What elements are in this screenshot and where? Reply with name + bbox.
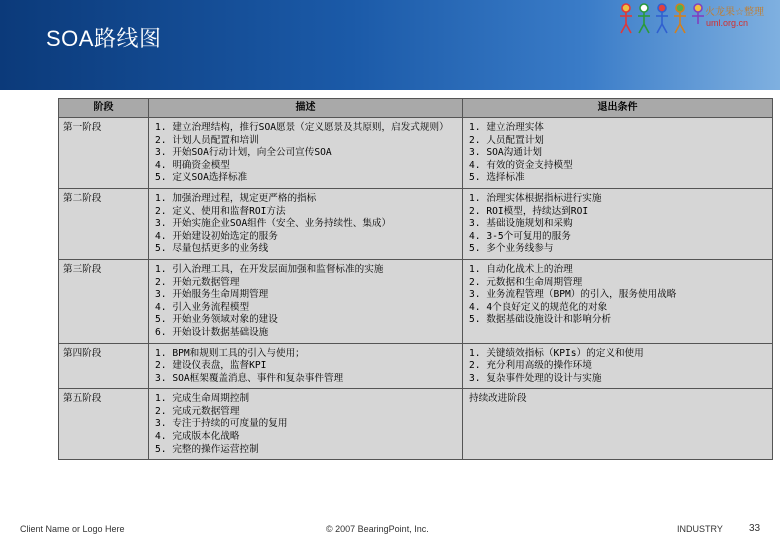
exit-item: 4. 有效的资金支持模型 [469,159,573,171]
exit-item: 5. 选择标准 [469,172,525,184]
header-band [0,0,780,90]
exit-item: 2. ROI模型，持续达到ROI [469,205,589,217]
description-item: 1. 引入治理工具，在开发层面加强和监督标准的实施 [155,263,384,275]
exit-criteria-cell [463,259,773,343]
roadmap-table [58,98,773,460]
description-item: 6. 开始设计数据基础设施 [155,326,269,338]
exit-item: 3. 复杂事件处理的设计与实施 [469,372,602,384]
description-cell [149,188,463,259]
exit-item: 2. 元数据和生命周期管理 [469,276,583,288]
exit-item: 5. 数据基础设施设计和影响分析 [469,314,612,326]
exit-item: 4. 3-5个可复用的服务 [469,230,571,242]
description-item: 4. 明确资金模型 [155,159,230,171]
description-item: 1. BPM和规则工具的引入与使用； [155,347,305,359]
description-item: 2. 完成元数据管理 [155,405,240,417]
description-item: 5. 开始业务领域对象的建设 [155,314,278,326]
table-row [59,389,773,460]
exit-item: 持续改进阶段 [469,393,527,405]
description-cell [149,343,463,389]
description-item: 5. 尽量包括更多的业务线 [155,243,269,255]
description-item: 3. 专注于持续的可度量的复用 [155,418,288,430]
exit-item: 1. 治理实体根据指标进行实施 [469,192,602,204]
exit-item: 3. 业务流程管理（BPM）的引入，服务使用战略 [469,289,677,301]
exit-item: 1. 建立治理实体 [469,122,544,133]
logo-name: 火龙果☆整理 [705,7,764,18]
header-exit-criteria: 退出条件 [463,99,773,118]
description-item: 4. 完成版本化战略 [155,431,240,443]
header-description: 描述 [149,99,463,118]
description-item: 5. 定义SOA选择标准 [155,172,248,184]
footer-copyright: © 2007 BearingPoint, Inc. [326,524,429,534]
table-row [59,188,773,259]
logo-url: uml.org.cn [706,18,749,28]
slide-title: SOA路线图 [46,26,162,51]
stage-cell: 第二阶段 [59,188,149,259]
description-item: 2. 定义、使用和监督ROI方法 [155,205,286,217]
exit-criteria-cell [463,389,773,460]
exit-criteria-cell [463,118,773,189]
description-item: 2. 开始元数据管理 [155,276,240,288]
description-item: 1. 完成生命周期控制 [155,393,250,405]
description-cell [149,389,463,460]
page-number: 33 [749,523,761,534]
description-item: 3. 开始SOA行动计划，向全公司宣传SOA [155,147,332,159]
exit-item: 4. 4个良好定义的规范化的对象 [469,301,608,313]
description-item: 1. 建立治理结构，推行SOA愿景（定义愿景及其原则，启发式规则） [155,122,449,133]
description-item: 4. 开始建设初始选定的服务 [155,230,278,242]
description-item: 3. 开始服务生命周期管理 [155,289,269,301]
description-item: 4. 引入业务流程模型 [155,301,250,313]
description-item: 3. SOA框架覆盖消息、事件和复杂事件管理 [155,372,344,384]
description-cell [149,259,463,343]
description-item: 1. 加强治理过程，规定更严格的指标 [155,192,317,204]
exit-item: 3. 基础设施规划和采购 [469,218,573,230]
table-row [59,259,773,343]
exit-item: 3. SOA沟通计划 [469,147,543,159]
table-row [59,118,773,189]
table-header-row [59,99,773,118]
footer-industry: INDUSTRY [677,524,723,534]
exit-criteria-cell [463,188,773,259]
footer-client-name: Client Name or Logo Here [20,524,125,534]
stage-cell: 第四阶段 [59,343,149,389]
stage-cell: 第五阶段 [59,389,149,460]
stage-cell: 第一阶段 [59,118,149,189]
exit-item: 2. 充分利用高级的操作环境 [469,360,592,372]
exit-item: 2. 人员配置计划 [469,134,544,146]
table-row [59,343,773,389]
stage-cell: 第三阶段 [59,259,149,343]
description-cell [149,118,463,189]
exit-item: 1. 关键绩效指标（KPIs）的定义和使用 [469,347,644,359]
exit-item: 1. 自动化战术上的治理 [469,263,573,275]
exit-criteria-cell [463,343,773,389]
description-item: 2. 建设仪表盘，监督KPI [155,360,267,372]
description-item: 2. 计划人员配置和培训 [155,134,259,146]
header-stage: 阶段 [59,99,149,118]
description-item: 3. 开始实施企业SOA组件（安全、业务持续性、集成） [155,218,392,230]
description-item: 5. 完整的操作运营控制 [155,443,259,455]
exit-item: 5. 多个业务线参与 [469,243,554,255]
